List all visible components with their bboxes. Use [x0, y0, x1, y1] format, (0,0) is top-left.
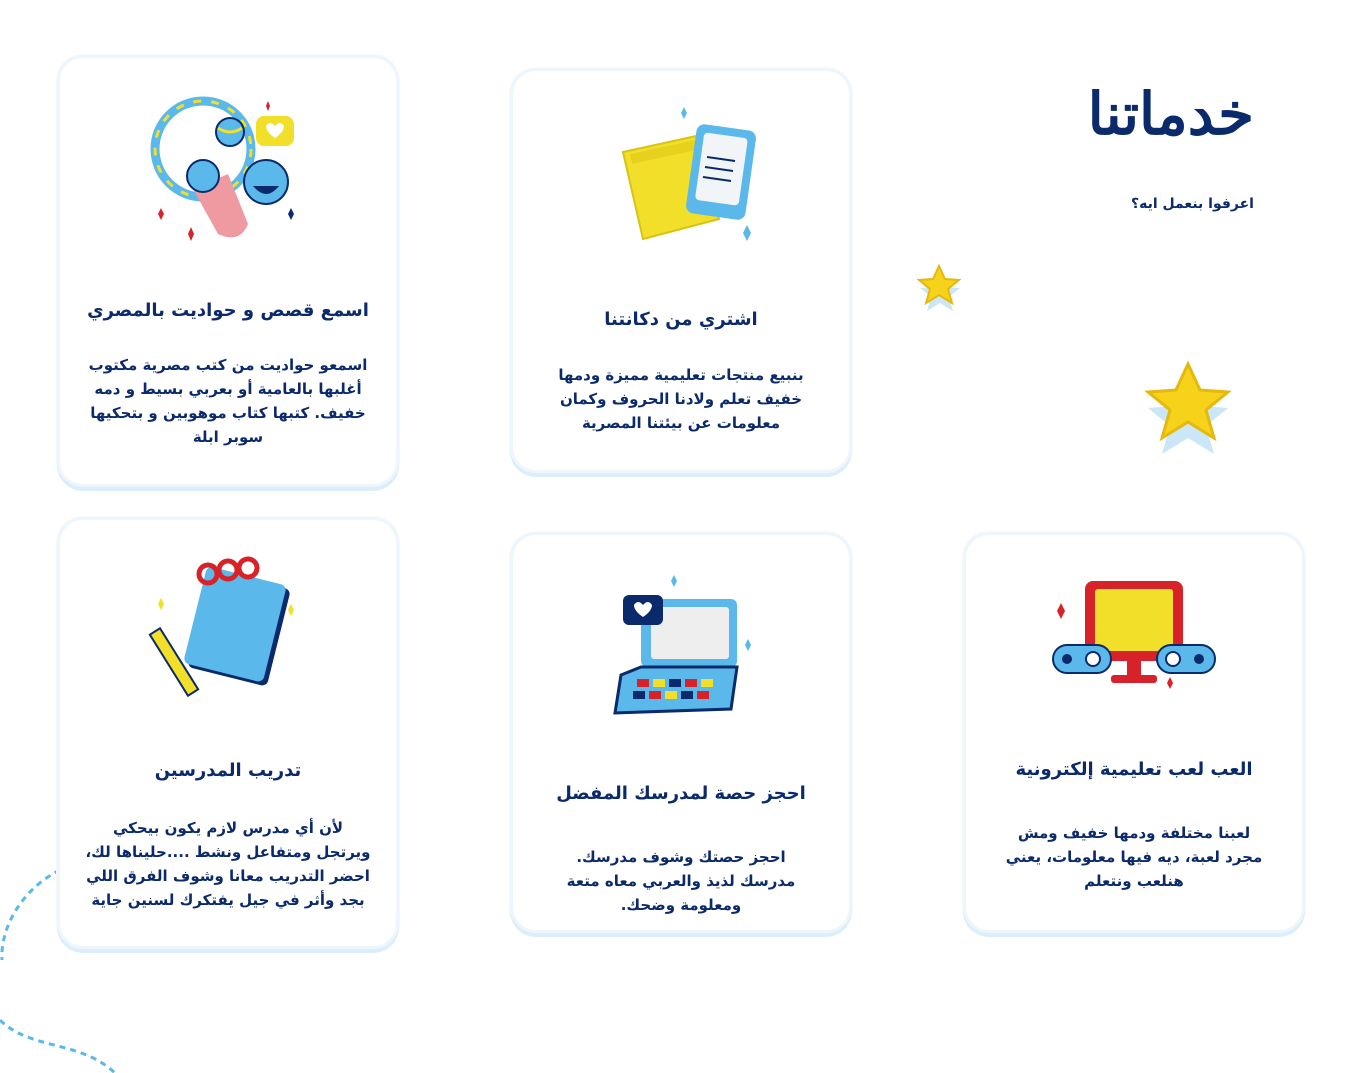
card-description: لعبنا مختلفة ودمها خفيف ومش مجرد لعبة، ديه فيها معلومات، يعني هنلعب ونتعلم: [1005, 824, 1263, 890]
card-description: لأن أي مدرس لازم يكون بيحكي ويرتجل ومتفاعل ونشط ....حليناها لك، احضر التدريب معانا وشوف الفرق اللي بجد وأثر في جيل يفتكرك لسنين جاية: [85, 819, 371, 909]
service-card-book-class[interactable]: [510, 532, 852, 933]
laptop-heart-icon: [601, 575, 761, 725]
shop-book-tablet-icon: [601, 107, 761, 247]
service-card-teacher-training[interactable]: [57, 517, 399, 949]
small-star-icon: [914, 262, 964, 314]
large-star-icon: [1140, 358, 1235, 460]
card-description: بنبيع منتجات تعليمية مميزة ودمها خفيف تعلم ولادنا الحروف وكمان معلومات عن بيئتنا المصرية: [558, 366, 804, 432]
card-title: العب لعب تعليمية إلكترونية: [1015, 759, 1253, 780]
notebook-pencil-icon: [148, 556, 308, 706]
service-card-games[interactable]: [963, 532, 1305, 933]
gamepad-monitor-icon: [1049, 571, 1219, 701]
section-subtitle: اعرفوا بنعمل ايه؟: [1131, 196, 1254, 212]
section-title: خدماتنا: [1087, 80, 1254, 148]
service-card-stories[interactable]: [57, 55, 399, 487]
service-card-shop[interactable]: [510, 68, 852, 473]
card-title: احجز حصة لمدرسك المفضل: [556, 783, 806, 804]
stories-globe-headphones-icon: [148, 94, 308, 244]
card-title: اسمع قصص و حواديت بالمصري: [87, 300, 369, 321]
card-title: اشتري من دكانتنا: [604, 309, 758, 330]
card-description: اسمعو حواديت من كتب مصرية مكتوب أغلبها بالعامية أو بعربي بسيط و دمه خفيف. كتبها كتاب موهوبين و بتحكيها سوبر ابلة: [88, 356, 368, 446]
card-description: احجز حصتك وشوف مدرسك. مدرسك لذيذ والعربي معاه متعة ومعلومة وضحك.: [566, 848, 796, 914]
card-title: تدريب المدرسين: [154, 760, 302, 781]
